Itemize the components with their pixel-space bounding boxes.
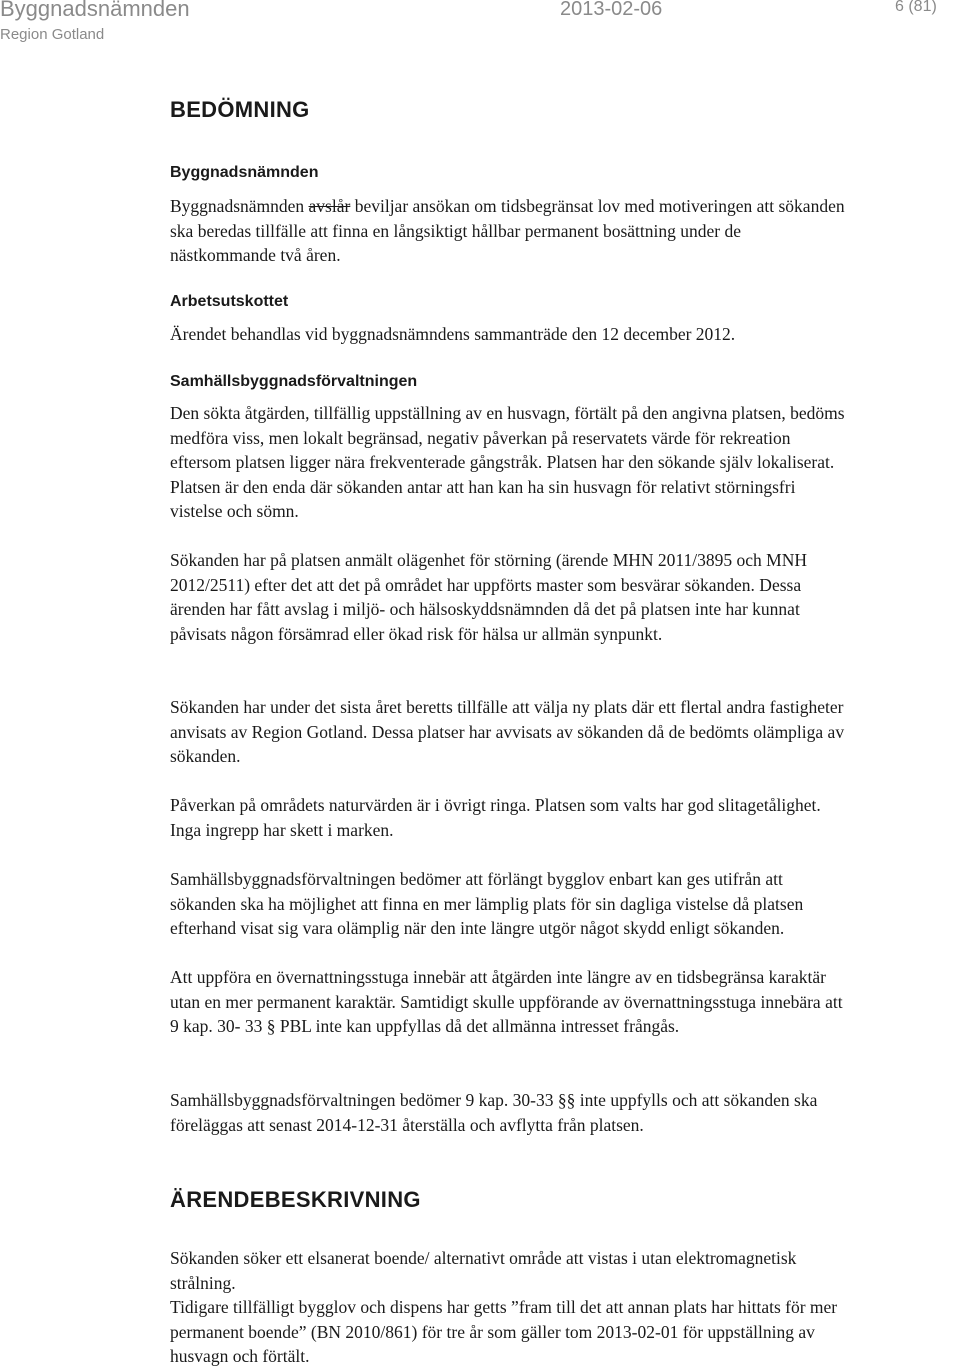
heading-samhallsbyggnadsforvaltningen: Samhällsbyggnadsförvaltningen (170, 373, 418, 390)
paragraph-sbf-3: Sökanden har under det sista året beretts tillfälle att välja ny plats där ett flertal andra fastigheter anvisats av Region Gotland. Dessa platser har avvisats av sökanden då de bedömts olämpliga av sökanden. (170, 697, 845, 766)
paragraph-sbf-2: Sökanden har på platsen anmält olägenhet för störning (ärende MHN 2011/3895 och MNH 2012/2511) efter det att det på området har uppförts master som besvärar sökanden. Dessa ärenden har fått avslag i miljö- och hälsoskyddsnämnden då det på platsen inte har kunnat påvisats någon försämrad eller ökad risk för hälsa ur allmän synpunkt. (170, 550, 807, 644)
header-page-number: 6 (81) (895, 0, 937, 15)
paragraph-sbf-1: Den sökta åtgärden, tillfällig uppställning av en husvagn, förtält på den angivna platsen, bedöms medföra viss, men lokalt begränsad, negativ påverkan på reservatets värde för rekreation eftersom platsen ligger nära frekventerade gångstråk. Platsen har den sökande själv lokaliserat. Platsen är den enda där sökanden antar att han kan ha sin husvagn för relativt störningsfri vistelse och sömn. (170, 403, 845, 521)
bn-text-part-b: beviljar ansökan om tidsbegränsat lov med motiveringen att sökanden ska beredas tillfälle att finna en långsiktigt hållbar permanent bosättning under de nästkommande två åren. (170, 196, 845, 265)
paragraph-sbf-4: Påverkan på områdets naturvärden är i övrigt ringa. Platsen som valts har god slitagetålighet. Inga ingrepp har skett i marken. (170, 795, 821, 840)
header-org: Byggnadsnämnden (0, 0, 190, 21)
paragraph-arbetsutskottet: Ärendet behandlas vid byggnadsnämndens sammanträde den 12 december 2012. (170, 324, 736, 344)
section-title-bedomning: BEDÖMNING (170, 97, 310, 122)
heading-byggnadsnamnden: Byggnadsnämnden (170, 164, 319, 181)
paragraph-byggnadsnamnden (170, 194, 850, 268)
paragraph-sbf-5: Samhällsbyggnadsförvaltningen bedömer att förlängt bygglov enbart kan ges utifrån att sökanden ska ha möjlighet att finna en mer lämplig plats för sin dagliga vistelse då platsen efterhand visat sig vara olämplig när den inte längre utgör något skydd enligt sökanden. (170, 869, 804, 938)
section-title-arendebeskrivning: ÄRENDEBESKRIVNING (170, 1187, 421, 1212)
paragraph-sbf-7: Samhällsbyggnadsförvaltningen bedömer 9 kap. 30-33 §§ inte uppfylls och att sökanden ska föreläggas att senast 2014-12-31 återställa och avflytta från platsen. (170, 1090, 818, 1135)
paragraph-arende-1: Sökanden söker ett elsanerat boende/ alternativt område att vistas i utan elektromagnetisk strålning. (170, 1248, 797, 1293)
heading-arbetsutskottet: Arbetsutskottet (170, 293, 289, 310)
header-sub: Region Gotland (0, 26, 105, 43)
paragraph-arende-2: Tidigare tillfälligt bygglov och dispens har getts ”fram till det att annan plats har hittats för mer permanent boende” (BN 2010/861) för tre år som gäller tom 2013-02-01 för uppställning av husvagn och förtält. (170, 1297, 838, 1366)
header-date: 2013-02-06 (560, 0, 663, 20)
paragraph-sbf-6: Att uppföra en övernattningsstuga innebär att åtgärden inte längre av en tidsbegränsa karaktär utan en mer permanent karaktär. Samtidigt skulle uppförande av övernattningsstuga innebära att 9 kap. 30- 33 § PBL inte kan uppfyllas då det allmänna intresset frångås. (170, 967, 843, 1036)
bn-text-part-a: Byggnadsnämnden (170, 196, 309, 216)
struck-word: avslår (308, 196, 351, 216)
